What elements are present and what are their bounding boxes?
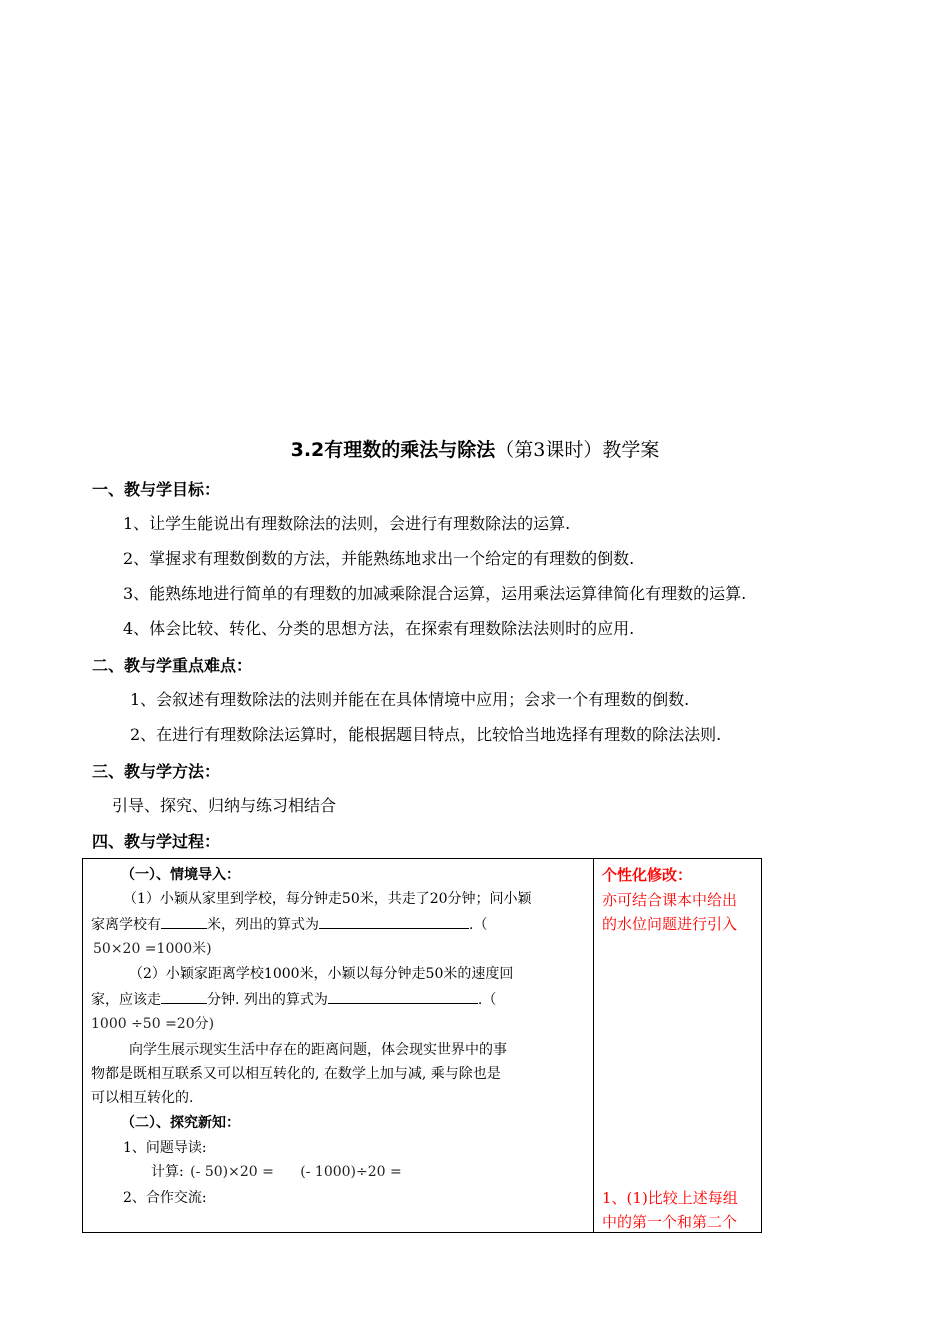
page-title: 3.2有理数的乘法与除法（第3课时）教学案 — [290, 439, 660, 461]
goal-item: 4、体会比较、转化、分类的思想方法，在探索有理数除法法则时的应用. — [123, 619, 635, 638]
question2-line2: 家，应该走 分钟. 列出的算式为 .（ — [91, 992, 497, 1008]
answer-blank[interactable] — [328, 1002, 478, 1004]
part2-title: （二）、探究新知： — [121, 1115, 240, 1131]
process-table — [82, 858, 762, 1233]
note-heading: 个性化修改： — [602, 866, 693, 884]
answer-blank[interactable] — [161, 927, 207, 929]
question1-line2: 家离学校有 米，列出的算式为 .（ — [91, 917, 488, 933]
section-heading-methods: 三、教与学方法： — [92, 762, 221, 781]
keypoint-item: 2、在进行有理数除法运算时，能根据题目特点，比较恰当地选择有理数的除法法则. — [130, 725, 722, 744]
section-heading-keypoints: 二、教与学重点难点： — [92, 656, 253, 675]
item1-label: 1、问题导读: — [123, 1140, 207, 1156]
column-divider — [593, 859, 594, 1232]
paragraph-line: 向学生展示现实生活中存在的距离问题，体会现实世界中的事 — [129, 1042, 507, 1058]
section-heading-process: 四、教与学过程： — [92, 832, 221, 851]
item2-label: 2、合作交流: — [123, 1190, 207, 1206]
question2-line1: （2）小颖家距离学校1000米，小颖以每分钟走50米的速度回 — [129, 966, 514, 982]
goal-item: 1、让学生能说出有理数除法的法则，会进行有理数除法的运算. — [123, 514, 571, 533]
note-line: 1、(1)比较上述每组 — [602, 1189, 738, 1207]
goal-item: 3、能熟练地进行简单的有理数的加减乘除混合运算，运用乘法运算律简化有理数的运算. — [123, 584, 747, 603]
calc-expression-2: (- 1000)÷20 = — [300, 1164, 402, 1180]
methods-text: 引导、探究、归纳与练习相结合 — [112, 796, 337, 815]
note-line: 中的第一个和第二个 — [602, 1213, 738, 1231]
question1-answer: 50×20 =1000米) — [93, 941, 212, 957]
paragraph-line: 物都是既相互联系又可以相互转化的, 在数学上加与减, 乘与除也是 — [91, 1066, 501, 1082]
keypoint-item: 1、会叙述有理数除法的法则并能在在具体情境中应用；会求一个有理数的倒数. — [130, 690, 690, 709]
calc-expression-1: (- 50)×20 = — [190, 1164, 274, 1180]
part1-title: （一）、情境导入： — [121, 867, 240, 883]
answer-blank[interactable] — [319, 927, 469, 929]
question2-answer: 1000 ÷50 =20分) — [91, 1016, 215, 1032]
note-line: 的水位问题进行引入 — [602, 915, 738, 933]
question1-line1: （1）小颖从家里到学校，每分钟走50米，共走了20分钟；问小颖 — [123, 891, 532, 907]
answer-blank[interactable] — [161, 1002, 207, 1004]
goal-item: 2、掌握求有理数倒数的方法，并能熟练地求出一个给定的有理数的倒数. — [123, 549, 635, 568]
section-heading-goals: 一、教与学目标： — [92, 480, 221, 499]
calc-line: 计算: (- 50)×20 = (- 1000)÷20 = — [151, 1164, 402, 1180]
note-line: 亦可结合课本中给出 — [602, 891, 738, 909]
paragraph-line: 可以相互转化的. — [91, 1090, 194, 1106]
